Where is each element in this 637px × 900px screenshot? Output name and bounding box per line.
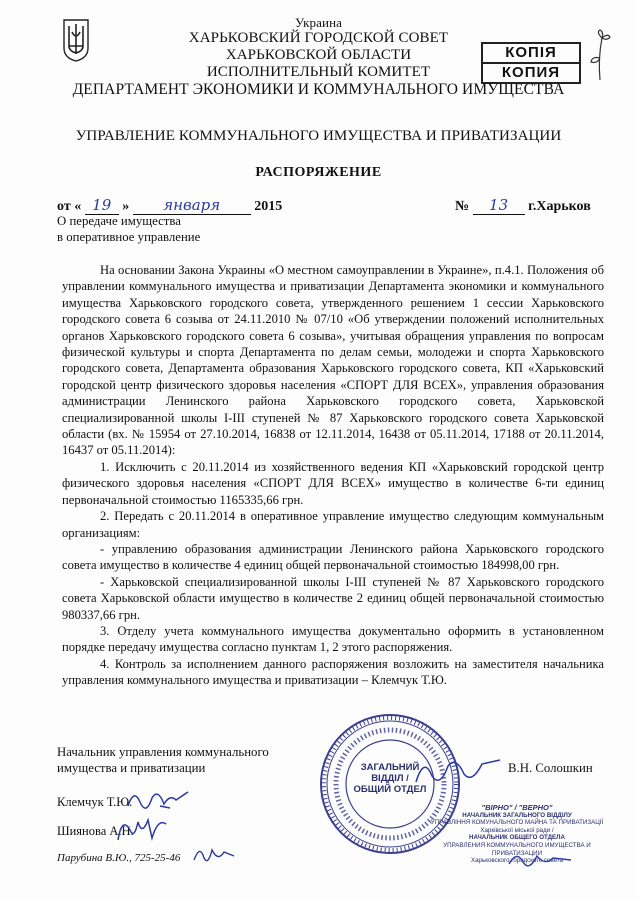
true-copy-line7: Харьковского городского совета (470, 857, 564, 865)
header-department: ДЕПАРТАМЕНТ ЭКОНОМИКИ И КОММУНАЛЬНОГО ИМУЩЕСТВА (72, 81, 565, 98)
date-prefix: от « (57, 199, 82, 214)
header-council: ХАРЬКОВСКИЙ ГОРОДСКОЙ СОВЕТ (188, 30, 449, 46)
executor-signature-icon (190, 840, 240, 873)
date-day: 19 (85, 196, 119, 215)
round-seal-line2: ВІДДІЛ / (371, 773, 409, 784)
approver-2: Шиянова А.Н. (57, 824, 134, 838)
subject-line1: О передаче имущества (57, 214, 181, 228)
copy-stamp (481, 42, 581, 86)
date-year: 2015 (254, 199, 283, 214)
number-prefix: № (455, 199, 470, 214)
item-1-paragraph: 1. Исключить с 20.11.2014 из хозяйственного ведения КП «Харьковский городской центр физического здоровья населения «СПОРТ ДЛЯ ВСЕХ» имущество в количестве 6-ти единиц первоначальной стоимостью 1165335,66 грн. (62, 459, 604, 507)
preamble-paragraph: На основании Закона Украины «О местном самоуправлении в Украине», п.4.1. Положения об управлении коммунального имущества и приватизации Департамента экономики и коммунального имущества Харьковского городского совета, утвержденного решением 1 сессии Харьковского городского совета 6 созыва от 24.11.2010 № 07/10 «Об утверждении положений исполнительных органов Харьковского городского совета 6 созыва», учитывая обращения управления по вопросам физической культуры и спорта Департамента по делам семьи, молодежи и спорта Харьковского городского совета, Департамента образования Харьковского городского совета, КП «Харьковский городской центр физического здоровья населения «СПОРТ ДЛЯ ВСЕХ», управления образования администрации Ленинского района Харьковского городского совета, Харьковской специализированной школы I-III ступеней № 87 Харьковского городского совета Харьковской области (вх. № 15954 от 27.10.2014, 16838 от 12.11.2014, 16438 от 05.11.2014, 17188 от 20.11.2014, 16437 от 05.11.2014): (62, 263, 604, 458)
item-3-paragraph: 3. Отделу учета коммунального имущества документально оформить в установленном порядке передачу имущества согласно пунктам 1, 2 этого распоряжения. (62, 623, 604, 655)
true-copy-line2: НАЧАЛЬНИК ЗАГАЛЬНОГО ВІДДІЛУ (462, 811, 572, 819)
head-signature-icon (410, 752, 506, 797)
flower-mark-icon (586, 28, 616, 88)
header-administration: УПРАВЛЕНИЕ КОММУНАЛЬНОГО ИМУЩЕСТВА И ПРИВАТИЗАЦИИ (75, 128, 562, 144)
round-seal-line3: ОБЩИЙ ОТДЕЛ (353, 784, 427, 795)
true-copy-line1: "ВІРНО" / "ВЕРНО" (481, 803, 553, 812)
number-value: 13 (473, 196, 525, 215)
true-copy-signature-icon (505, 846, 575, 879)
date-mid: » (122, 199, 130, 214)
subject-line2: в оперативное управление (57, 230, 201, 244)
number-line (455, 196, 591, 215)
approver-2-signature-icon (112, 810, 172, 851)
header-region: ХАРЬКОВСКОЙ ОБЛАСТИ (225, 47, 412, 63)
true-copy-line4: Харківської міської ради / (480, 826, 554, 834)
item-4-paragraph: 4. Контроль за исполнением данного распоряжения возложить на заместителя начальника управления коммунального имущества и приватизации – Клемчук Т.Ю. (62, 656, 604, 688)
approver-1: Клемчук Т.Ю. (57, 795, 133, 809)
header-country: Украина (294, 15, 343, 30)
signature-position-line2: имущества и приватизации (57, 761, 206, 775)
signatory-name: В.Н. Солошкин (508, 761, 593, 775)
date-month: января (133, 196, 251, 215)
true-copy-line5: НАЧАЛЬНИК ОБЩЕГО ОТДЕЛА (469, 834, 565, 842)
document-title: РАСПОРЯЖЕНИЕ (255, 165, 382, 180)
city: г.Харьков (528, 199, 591, 214)
copy-stamp-line1: КОПІЯ (481, 42, 581, 64)
copy-stamp-line2: КОПИЯ (481, 64, 581, 84)
subject (57, 213, 200, 245)
item-2-paragraph: 2. Передать с 20.11.2014 в оперативное управление имущество следующим коммунальным организациям: (62, 509, 604, 540)
document-body (62, 262, 604, 689)
item-2a-paragraph: - управлению образования администрации Ленинского района Харьковского городского совета имущество в количестве 4 единиц общей первоначальной стоимостью 184998,00 грн. (62, 541, 604, 573)
signature-position (57, 744, 269, 776)
executor: Парубина В.Ю., 725-25-46 (57, 852, 181, 864)
item-2b-paragraph: - Харьковской специализированной школы I-III ступеней № 87 Харьковского городского совета Харьковской области имущество в количестве 2 единиц общей первоначальной стоимостью 980337,66 грн. (62, 574, 604, 622)
round-seal-line1: ЗАГАЛЬНИЙ (360, 762, 420, 773)
true-copy-line6: УПРАВЛЕНИЯ КОММУНАЛЬНОГО ИМУЩЕСТВА И ПРИВАТИЗАЦИИ (443, 841, 591, 857)
signature-position-line1: Начальник управления коммунального (57, 745, 269, 759)
header-committee: ИСПОЛНИТЕЛЬНЫЙ КОМИТЕТ (206, 64, 431, 80)
true-copy-line3: УПРАВЛІННЯ КОМУНАЛЬНОГО МАЙНА ТА ПРИВАТИЗАЦІЇ (430, 819, 604, 827)
